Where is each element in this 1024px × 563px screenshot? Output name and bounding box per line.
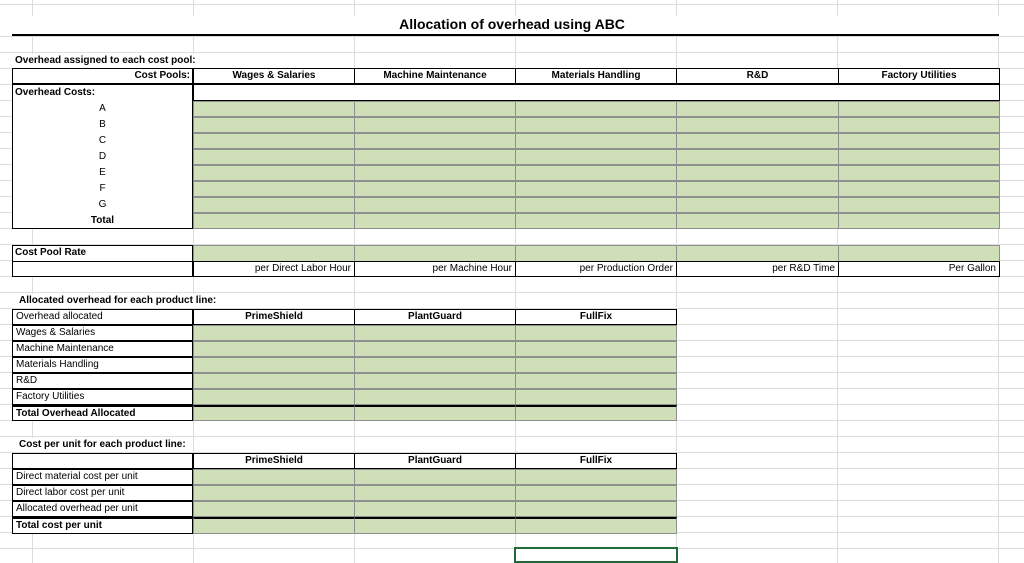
product-header-plantguard[interactable]: PlantGuard [354, 309, 516, 325]
allocation-input-cell[interactable] [193, 389, 355, 405]
overhead-cost-input-cell[interactable] [676, 165, 839, 181]
section3-heading: Cost per unit for each product line: [19, 439, 186, 450]
rate-label-cell[interactable] [12, 245, 193, 262]
allocation-input-cell[interactable] [515, 373, 677, 389]
allocation-input-cell[interactable] [354, 373, 516, 389]
overhead-costs-blank-row[interactable] [193, 84, 1000, 101]
overhead-cost-input-cell[interactable] [676, 197, 839, 213]
allocation-input-cell[interactable] [515, 389, 677, 405]
unit-cost-input-cell[interactable] [515, 485, 677, 501]
rate-input-cell[interactable] [193, 245, 355, 262]
overhead-cost-input-cell[interactable] [515, 165, 677, 181]
pool-header-utilities[interactable]: Factory Utilities [838, 68, 1000, 84]
overhead-cost-input-cell[interactable] [193, 165, 355, 181]
overhead-cost-input-cell[interactable] [193, 133, 355, 149]
unit-cost-input-cell[interactable] [354, 469, 516, 485]
overhead-cost-input-cell[interactable] [515, 213, 677, 229]
overhead-cost-input-cell[interactable] [193, 101, 355, 117]
alloc-row-utilities[interactable]: Factory Utilities [12, 389, 193, 405]
alloc-row-rd[interactable]: R&D [12, 373, 193, 389]
row-label-d: D [98, 151, 107, 162]
rate-input-cell[interactable] [838, 245, 1000, 262]
overhead-cost-input-cell[interactable] [193, 117, 355, 133]
row-label-b: B [99, 119, 106, 130]
unit-header-blank[interactable] [12, 453, 193, 469]
row-label-c: C [98, 135, 107, 146]
allocation-input-cell[interactable] [193, 325, 355, 341]
overhead-cost-input-cell[interactable] [676, 213, 839, 229]
overhead-cost-input-cell[interactable] [354, 181, 516, 197]
overhead-cost-input-cell[interactable] [838, 165, 1000, 181]
alloc-row-materials[interactable]: Materials Handling [12, 357, 193, 373]
unit-header-primeshield[interactable]: PrimeShield [193, 453, 355, 469]
row-label-a: A [99, 103, 106, 114]
overhead-cost-input-cell[interactable] [676, 149, 839, 165]
sheet-title: Allocation of overhead using ABC [0, 16, 1024, 34]
rate-input-cell[interactable] [354, 245, 516, 262]
overhead-cost-input-cell[interactable] [676, 117, 839, 133]
title-underline [12, 34, 999, 36]
overhead-cost-input-cell[interactable] [354, 165, 516, 181]
allocation-input-cell[interactable] [193, 341, 355, 357]
rate-blank-cell[interactable] [12, 261, 193, 277]
cost-pools-label-cell[interactable] [12, 68, 193, 84]
overhead-cost-input-cell[interactable] [838, 117, 1000, 133]
overhead-cost-input-cell[interactable] [515, 197, 677, 213]
section2-heading: Allocated overhead for each product line: [19, 295, 217, 306]
unit-row-material[interactable]: Direct material cost per unit [12, 469, 193, 485]
row-label-total: Total [90, 215, 115, 226]
overhead-cost-input-cell[interactable] [515, 101, 677, 117]
allocation-input-cell[interactable] [354, 405, 516, 421]
unit-row-labor[interactable]: Direct labor cost per unit [12, 485, 193, 501]
overhead-cost-input-cell[interactable] [515, 133, 677, 149]
overhead-cost-input-cell[interactable] [838, 197, 1000, 213]
pool-header-wages[interactable]: Wages & Salaries [193, 68, 355, 84]
alloc-row-machine[interactable]: Machine Maintenance [12, 341, 193, 357]
unit-cost-input-cell[interactable] [354, 485, 516, 501]
rate-label: Cost Pool Rate [15, 247, 87, 258]
overhead-cost-input-cell[interactable] [193, 213, 355, 229]
allocation-input-cell[interactable] [354, 341, 516, 357]
overhead-cost-input-cell[interactable] [354, 213, 516, 229]
allocation-input-cell[interactable] [515, 341, 677, 357]
overhead-cost-input-cell[interactable] [838, 149, 1000, 165]
overhead-cost-input-cell[interactable] [354, 117, 516, 133]
overhead-cost-input-cell[interactable] [676, 101, 839, 117]
allocation-input-cell[interactable] [515, 325, 677, 341]
overhead-costs-label: Overhead Costs: [15, 87, 96, 98]
allocation-input-cell[interactable] [515, 357, 677, 373]
allocation-input-cell[interactable] [354, 389, 516, 405]
overhead-cost-input-cell[interactable] [354, 133, 516, 149]
overhead-cost-input-cell[interactable] [838, 181, 1000, 197]
rate-unit-mh[interactable]: per Machine Hour [354, 261, 516, 277]
unit-cost-input-cell[interactable] [193, 501, 355, 517]
overhead-cost-input-cell[interactable] [676, 133, 839, 149]
rate-unit-po[interactable]: per Production Order [515, 261, 677, 277]
unit-cost-input-cell[interactable] [354, 517, 516, 534]
alloc-row-total[interactable]: Total Overhead Allocated [12, 405, 193, 421]
allocation-input-cell[interactable] [354, 325, 516, 341]
overhead-cost-input-cell[interactable] [193, 181, 355, 197]
allocation-input-cell[interactable] [193, 405, 355, 421]
unit-cost-input-cell[interactable] [354, 501, 516, 517]
overhead-cost-input-cell[interactable] [838, 133, 1000, 149]
row-label-e: E [99, 167, 106, 178]
unit-cost-input-cell[interactable] [193, 485, 355, 501]
unit-header-fullfix[interactable]: FullFix [515, 453, 677, 469]
overhead-cost-input-cell[interactable] [193, 149, 355, 165]
overhead-cost-input-cell[interactable] [515, 117, 677, 133]
unit-cost-input-cell[interactable] [515, 501, 677, 517]
overhead-cost-input-cell[interactable] [354, 149, 516, 165]
row-label-f: F [99, 183, 106, 194]
product-header-primeshield[interactable]: PrimeShield [193, 309, 355, 325]
pool-header-machine[interactable]: Machine Maintenance [354, 68, 516, 84]
allocation-input-cell[interactable] [193, 357, 355, 373]
alloc-row-wages[interactable]: Wages & Salaries [12, 325, 193, 341]
pool-header-rd[interactable]: R&D [676, 68, 839, 84]
overhead-cost-input-cell[interactable] [838, 213, 1000, 229]
pool-header-materials[interactable]: Materials Handling [515, 68, 677, 84]
overhead-cost-input-cell[interactable] [354, 197, 516, 213]
rate-input-cell[interactable] [676, 245, 839, 262]
overhead-cost-input-cell[interactable] [354, 101, 516, 117]
allocation-input-cell[interactable] [193, 373, 355, 389]
overhead-cost-input-cell[interactable] [193, 197, 355, 213]
overhead-cost-input-cell[interactable] [676, 181, 839, 197]
unit-cost-input-cell[interactable] [515, 469, 677, 485]
rate-unit-rd[interactable]: per R&D Time [676, 261, 839, 277]
unit-cost-input-cell[interactable] [515, 517, 677, 534]
product-header-fullfix[interactable]: FullFix [515, 309, 677, 325]
overhead-allocated-label[interactable]: Overhead allocated [12, 309, 193, 325]
allocation-input-cell[interactable] [515, 405, 677, 421]
unit-row-overhead[interactable]: Allocated overhead per unit [12, 501, 193, 517]
cost-pools-label: Cost Pools: [134, 70, 190, 81]
rate-unit-gallon[interactable]: Per Gallon [838, 261, 1000, 277]
unit-cost-input-cell[interactable] [193, 469, 355, 485]
rate-unit-dlh[interactable]: per Direct Labor Hour [193, 261, 355, 277]
unit-header-plantguard[interactable]: PlantGuard [354, 453, 516, 469]
unit-row-total[interactable]: Total cost per unit [12, 517, 193, 534]
section1-heading: Overhead assigned to each cost pool: [15, 55, 196, 66]
overhead-cost-input-cell[interactable] [838, 101, 1000, 117]
overhead-cost-input-cell[interactable] [515, 181, 677, 197]
allocation-input-cell[interactable] [354, 357, 516, 373]
rate-input-cell[interactable] [515, 245, 677, 262]
overhead-cost-input-cell[interactable] [515, 149, 677, 165]
row-label-g: G [98, 199, 107, 210]
unit-cost-input-cell[interactable] [193, 517, 355, 534]
